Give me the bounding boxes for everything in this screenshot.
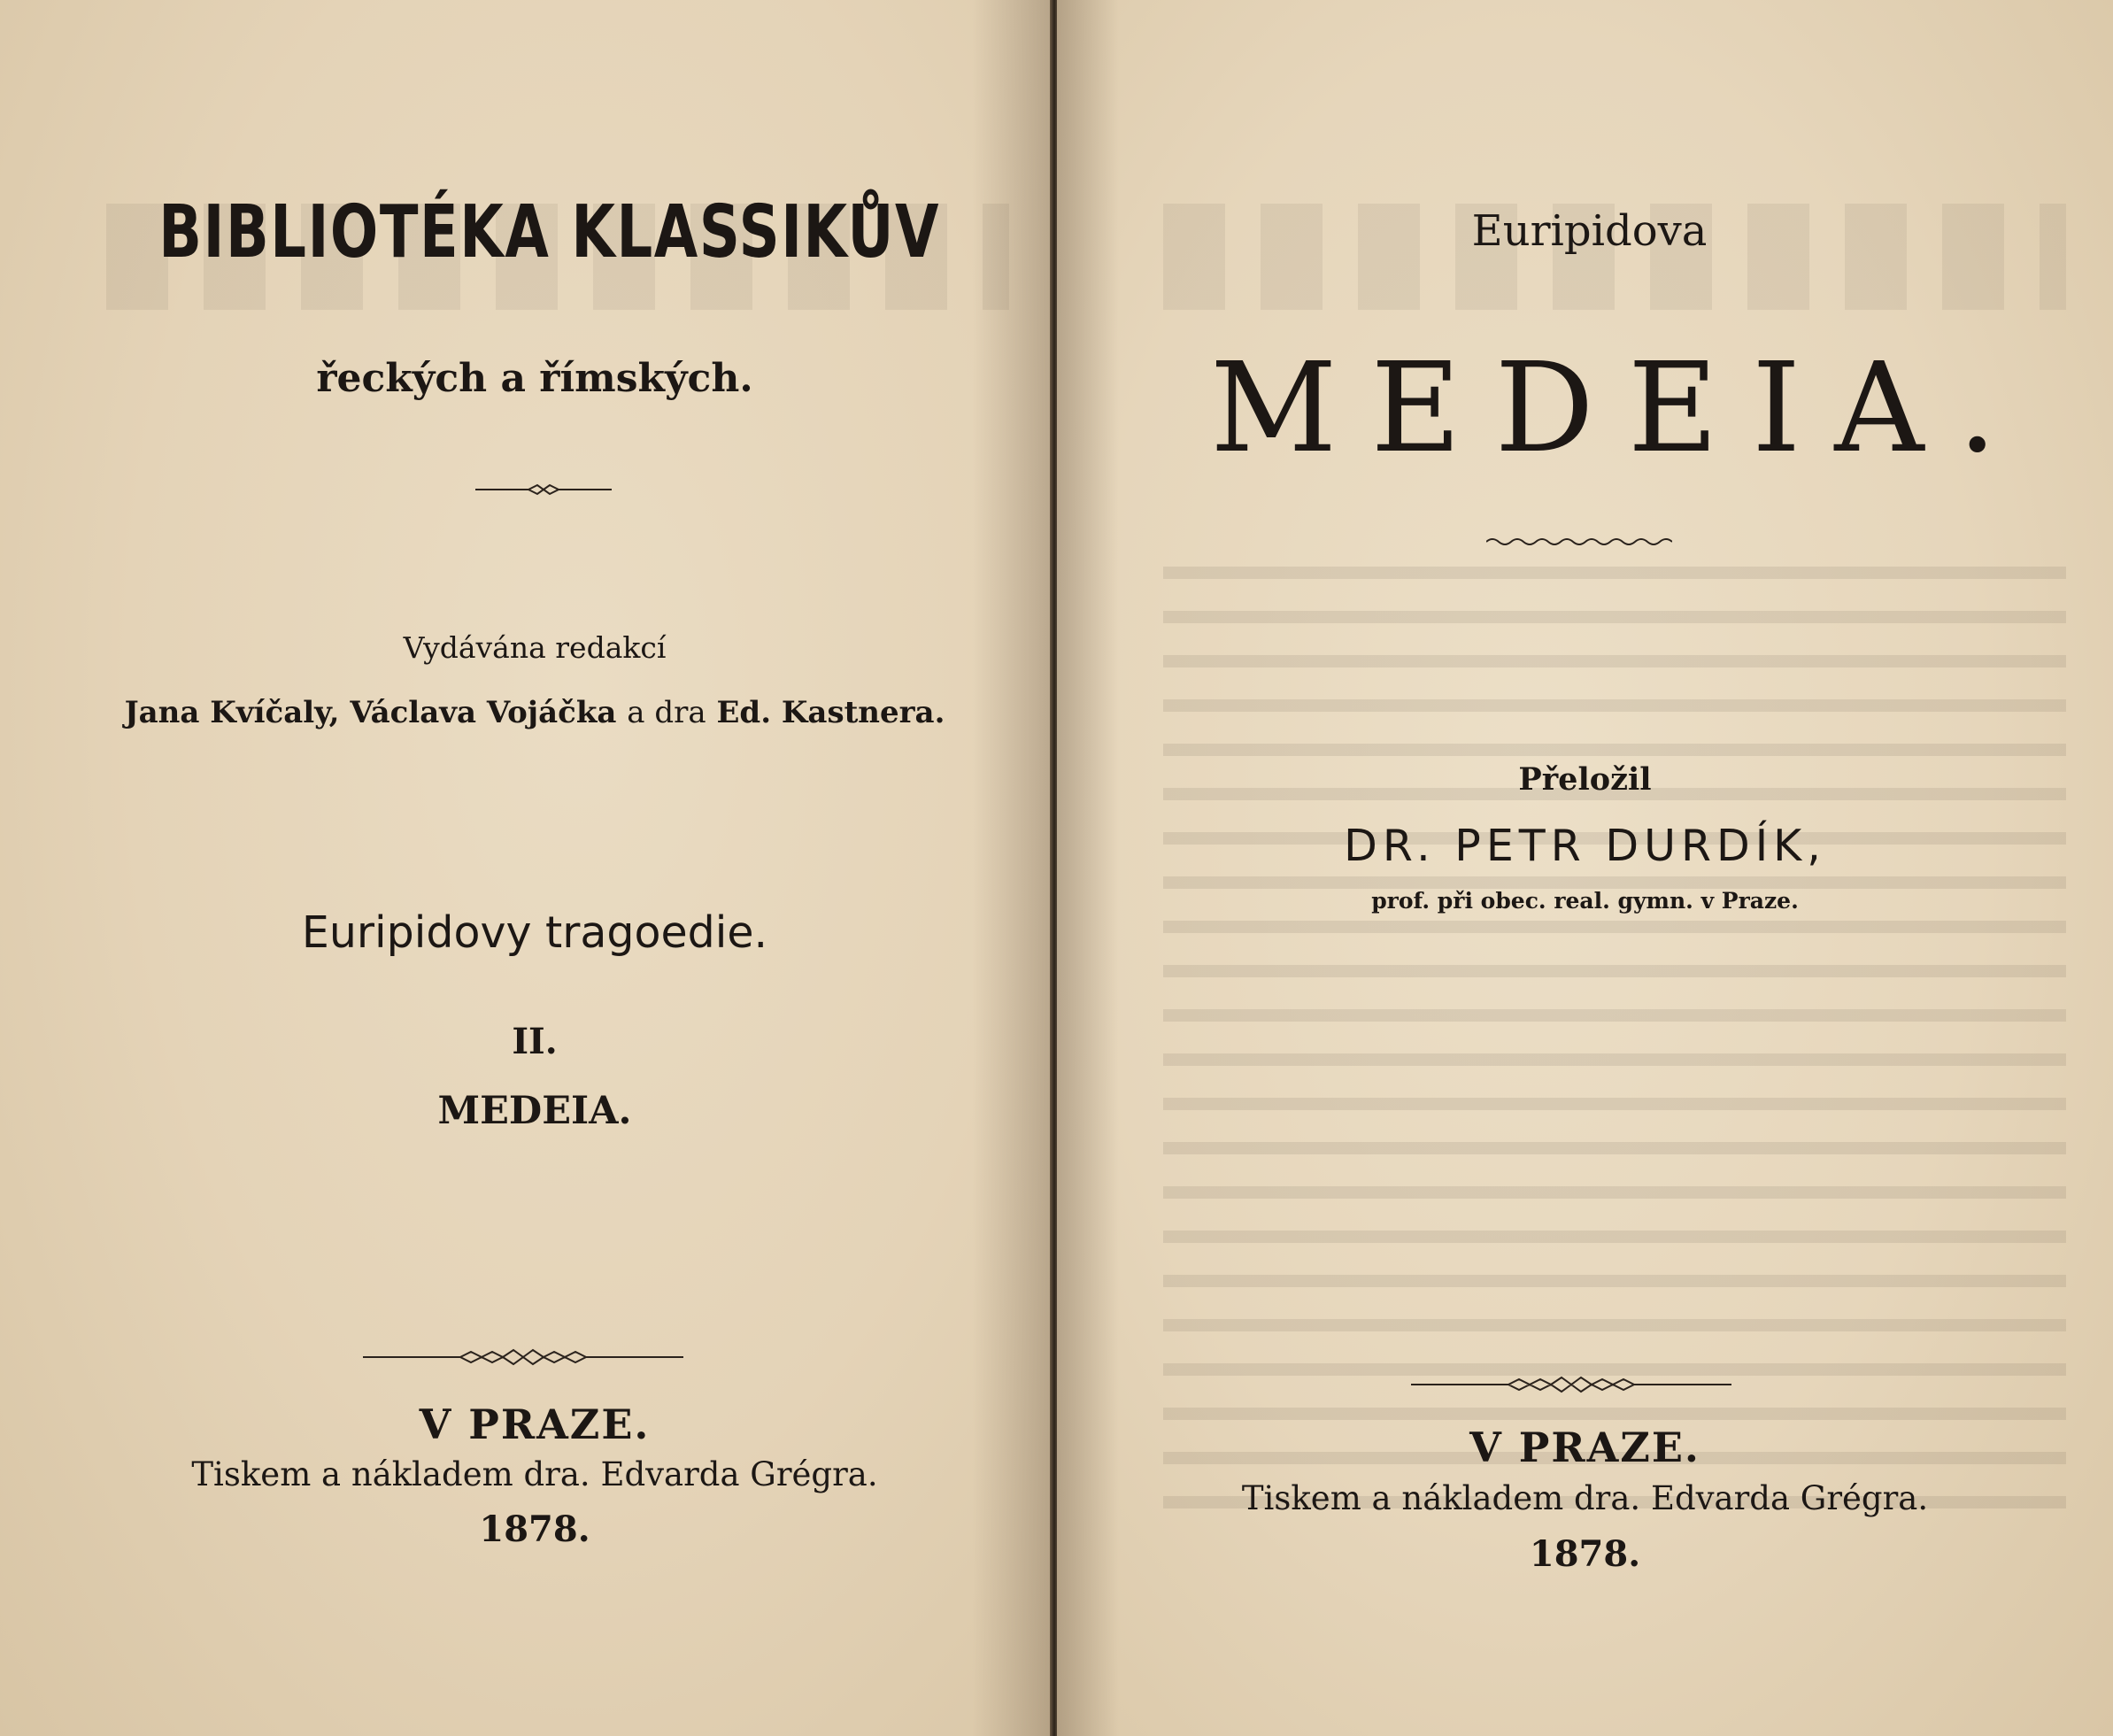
- imprint-printer: Tiskem a nákladem dra. Edvarda Grégra.: [1241, 1479, 1929, 1517]
- rule-ornament: [1411, 1373, 1731, 1396]
- editors-names: Jana Kvíčaly, Václava Vojáčka: [124, 695, 617, 730]
- editors-line: [0, 695, 1052, 730]
- edited-by-label: Vydávána redakcí: [403, 630, 667, 665]
- series-title: BIBLIOTÉKA KLASSIKŮV: [158, 190, 941, 274]
- right-page: [1057, 0, 2113, 1736]
- author-line: Euripidova: [1471, 206, 1708, 256]
- book-title: MEDEIA.: [1210, 336, 2031, 481]
- collection-title: Euripidovy tragoedie.: [301, 907, 768, 958]
- series-subtitle: řeckých a římských.: [316, 356, 753, 401]
- imprint-year: 1878.: [479, 1508, 590, 1550]
- imprint-place: V PRAZE.: [1469, 1424, 1700, 1471]
- volume-number: II.: [512, 1021, 558, 1062]
- imprint-printer: Tiskem a nákladem dra. Edvarda Grégra.: [191, 1455, 878, 1493]
- wavy-rule-ornament: [1486, 535, 1672, 549]
- translator-name: DR. PETR DURDÍK,: [1344, 821, 1826, 871]
- imprint-place: V PRAZE.: [419, 1400, 651, 1448]
- play-title: MEDEIA.: [437, 1089, 632, 1133]
- left-page: [0, 0, 1052, 1736]
- imprint-year: 1878.: [1529, 1533, 1641, 1575]
- editors-joiner: a dra: [627, 695, 706, 730]
- translator-role: prof. při obec. real. gymn. v Praze.: [1371, 888, 1799, 914]
- small-rule-ornament: [475, 482, 612, 497]
- editors-last: Ed. Kastnera.: [716, 695, 945, 730]
- rule-ornament: [363, 1346, 683, 1369]
- translated-by-label: Přeložil: [1518, 761, 1652, 798]
